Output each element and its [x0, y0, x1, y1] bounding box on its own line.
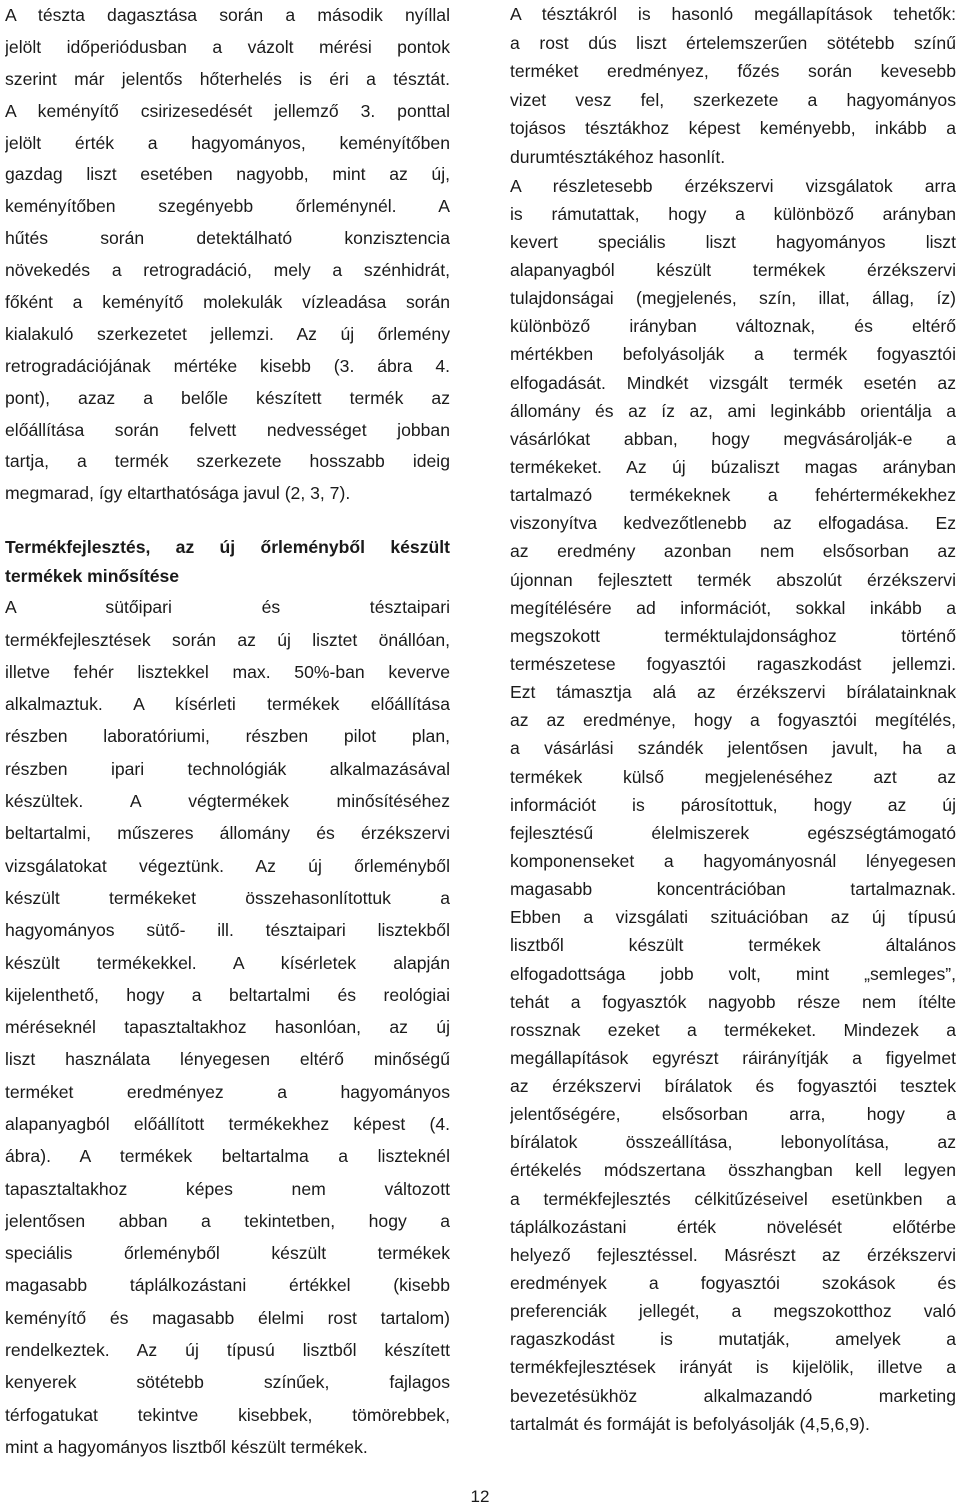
text-line: értékelés módszertana összhangban kell legyen — [510, 1160, 956, 1181]
text-line: jelentőségére, elsősorban arra, hogy a — [510, 1104, 956, 1125]
text-line: beltartalmi, műszeres állomány és érzékszervi — [5, 823, 450, 844]
text-line: kialakuló szerkezetet jellemzi. Az új őrlemény — [5, 323, 450, 344]
section-heading — [5, 533, 450, 591]
paragraph — [510, 172, 956, 1438]
text-line: termékeket. Az új búzaliszt magas arányban — [510, 456, 956, 477]
text-line: az eredmény azonban nem elsősorban az — [510, 541, 956, 562]
text-line: mint a hagyományos lisztből készült termékek. — [5, 1436, 368, 1457]
text-line: magasabb koncentrációban tartalmaznak. — [510, 879, 956, 900]
text-line: ábra). A termékek beltartalma a liszteknél — [5, 1146, 450, 1167]
text-line: állomány és az íz az, ami leginkább orientálja a — [510, 400, 956, 421]
text-line: tulajdonságai (megjelenés, szín, illat, állag, íz) — [510, 288, 956, 309]
text-line: fejlesztésű élelmiszerek egészségtámogató — [510, 822, 956, 843]
text-line: tartalmazó termékeknek a fehértermékekhez — [510, 485, 956, 506]
text-line: preferenciák jellegét, a megszokotthoz való — [510, 1301, 956, 1322]
text-line: termékek minősítése — [5, 566, 180, 587]
text-line: készültek. A végtermékek minősítéséhez — [5, 791, 450, 812]
right-column — [510, 0, 956, 1438]
text-line: liszt használata lényegesen eltérő minőségű — [5, 1049, 450, 1070]
text-line: elfogadottsága jobb volt, mint „semleges”, — [510, 963, 956, 984]
text-line: részben ipari technológiák alkalmazásával — [5, 758, 450, 779]
paragraph — [5, 0, 450, 510]
text-line: keményítőben szegényebb őrleménynél. A — [5, 196, 450, 217]
text-line: jelentősen abban a tekintetben, hogy a — [5, 1210, 450, 1231]
text-line: előállítása során felvett nedvességet jobban — [5, 419, 450, 440]
text-line: megállapítások egyrészt ráirányítják a figyelmet — [510, 1047, 956, 1068]
text-line: komponenseket a hagyományosnál lényegesen — [510, 850, 956, 871]
text-line: termékek külső megjelenéséhez azt az — [510, 766, 956, 787]
text-line: az érzékszervi bírálatok és fogyasztói tesztek — [510, 1076, 956, 1097]
text-line: A tészta dagasztása során a második nyíllal — [5, 5, 450, 25]
text-line: rossznak ezeket a termékeket. Mindezek a — [510, 1019, 956, 1040]
text-line: információt is párosítottuk, hogy az új — [510, 794, 956, 815]
text-line: keményítő és magasabb élelmi rost tartalom) — [5, 1307, 450, 1328]
text-line: speciális őrleményből készült termékek — [5, 1243, 450, 1264]
text-line: illetve fehér lisztekkel max. 50%-ban keverve — [5, 661, 450, 682]
text-line: termékfejlesztések irányát is kijelölik, illetve a — [510, 1357, 956, 1378]
text-line: készült termékeket összehasonlítottuk a — [5, 887, 450, 908]
text-line: vásárlókat abban, hogy megvásárolják-e a — [510, 428, 956, 449]
text-line: megszokott terméktulajdonsághoz történő — [510, 625, 956, 646]
text-line: főként a keményítő molekulák vízleadása során — [5, 292, 450, 313]
text-line: táplálkozástani érték növelését előtérbe — [510, 1216, 956, 1237]
text-line: szerint már jelentős hőterhelés is éri a tésztát. — [5, 68, 450, 89]
text-line: Ezt támasztja alá az érzékszervi bírálatainknak — [510, 682, 956, 703]
paragraph — [510, 0, 956, 172]
text-line: kijelenthető, hogy a beltartalmi és reológiai — [5, 984, 450, 1005]
text-line: jelölt időperiódusban a vázolt mérési pontok — [5, 36, 450, 57]
text-line: jelölt érték a hagyományos, keményítőben — [5, 132, 450, 153]
text-line: rendelkeztek. Az új típusú lisztből készített — [5, 1340, 450, 1361]
text-line: gazdag liszt esetében nagyobb, mint az új, — [5, 164, 450, 185]
text-line: is rámutattak, hogy a különböző arányban — [510, 203, 956, 224]
text-line: terméket eredményez a hagyományos — [5, 1081, 450, 1102]
text-line: viszonyítva kedvezőtlenebb az elfogadása. Ez — [510, 513, 956, 534]
text-line: tojásos tésztákhoz képest keményebb, inkább a — [510, 118, 956, 139]
text-line: elfogadását. Mindkét vizsgált termék esetén az — [510, 372, 956, 393]
text-line: mértékben befolyásolják a termék fogyasztói — [510, 344, 956, 365]
text-line: magasabb táplálkozástani értékkel (kisebb — [5, 1275, 450, 1296]
text-line: részben laboratóriumi, részben pilot plan, — [5, 726, 450, 747]
text-line: durumtésztákéhoz hasonlít. — [510, 146, 726, 167]
text-line: tartja, a termék szerkezete hosszabb ideig — [5, 451, 450, 472]
text-line: bírálatok összeállítása, lebonyolítása, az — [510, 1132, 956, 1153]
text-line: készült termékekkel. A kísérletek alapján — [5, 952, 450, 973]
text-line: az az eredménye, hogy a fogyasztói megítélés, — [510, 710, 956, 731]
left-column — [5, 0, 450, 1463]
text-line: helyező fejlesztéssel. Másrészt az érzékszervi — [510, 1244, 956, 1265]
text-line: kenyerek sötétebb színűek, fajlagos — [5, 1372, 450, 1393]
text-line: termékfejlesztések során az új lisztet önállóan, — [5, 629, 450, 650]
text-line: méréseknél tapasztaltakhoz hasonlóan, az új — [5, 1017, 450, 1038]
text-line: bevezetésükhöz alkalmazandó marketing — [510, 1385, 956, 1406]
text-line: tartalmát és formáját is befolyásolják (4,5,6,9). — [510, 1413, 870, 1434]
paragraph — [5, 591, 450, 1463]
text-line: vizet vesz fel, szerkezete a hagyományos — [510, 89, 956, 110]
text-line: Ebben a vizsgálati szituációban az új típusú — [510, 907, 956, 928]
text-line: terméket eredményez, főzés során kevesebb — [510, 61, 956, 82]
text-line: alapanyagból előállított termékekhez képest (4. — [5, 1114, 450, 1134]
text-line: A részletesebb érzékszervi vizsgálatok arra — [510, 175, 956, 196]
text-line: a rost dús liszt értelemszerűen sötétebb színű — [510, 32, 956, 53]
text-line: megmarad, így eltarthatósága javul (2, 3, 7). — [5, 483, 351, 504]
text-line: kevert speciális liszt hagyományos liszt — [510, 231, 956, 252]
text-line: Termékfejlesztés, az új őrleményből készült — [5, 537, 450, 558]
text-line: növekedés a retrogradáció, mely a szénhidrát, — [5, 260, 450, 281]
text-line: újonnan fejlesztett termék abszolút érzékszervi — [510, 569, 956, 590]
text-line: a termékfejlesztés célkitűzéseivel esetünkben a — [510, 1188, 956, 1209]
text-line: A sütőipari és tésztaipari — [5, 597, 450, 618]
text-line: térfogatukat tekintve kisebbek, tömörebbek, — [5, 1404, 450, 1425]
text-line: különböző irányban változnak, és eltérő — [510, 316, 956, 337]
text-line: A keményítő csirizesedését jellemző 3. ponttal — [5, 100, 450, 121]
text-line: természetese fogyasztói ragaszkodást jellemzi. — [510, 653, 956, 674]
text-line: ragaszkodást is mutatják, amelyek a — [510, 1329, 956, 1350]
text-line: a vásárlási szándék jelentősen javult, ha a — [510, 738, 956, 759]
text-line: hűtés során detektálható konzisztencia — [5, 228, 450, 249]
text-line: eredmények a fogyasztói szokások és — [510, 1273, 956, 1294]
text-line: tehát a fogyasztók nagyobb része nem ítélte — [510, 991, 956, 1012]
text-line: megítélésére ad információt, sokkal inkább a — [510, 597, 956, 618]
text-line: alapanyagból készült termékek érzékszervi — [510, 259, 956, 280]
text-line: lisztből készült termékek általános — [510, 935, 956, 956]
page-number: 12 — [470, 1487, 490, 1506]
text-line: hagyományos sütő- ill. tésztaipari lisztekből — [5, 920, 450, 941]
text-line: A tésztákról is hasonló megállapítások tehetők: — [510, 4, 956, 24]
text-line: vizsgálatokat végeztünk. Az új őrleményből — [5, 855, 450, 876]
text-line: pont), azaz a belőle készített termék az — [5, 387, 450, 408]
text-line: alkalmaztuk. A kísérleti termékek előállítása — [5, 694, 450, 715]
text-line: tapasztaltakhoz képes nem változott — [5, 1178, 450, 1199]
text-line: retrogradációjának mértéke kisebb (3. ábra 4. — [5, 355, 450, 376]
